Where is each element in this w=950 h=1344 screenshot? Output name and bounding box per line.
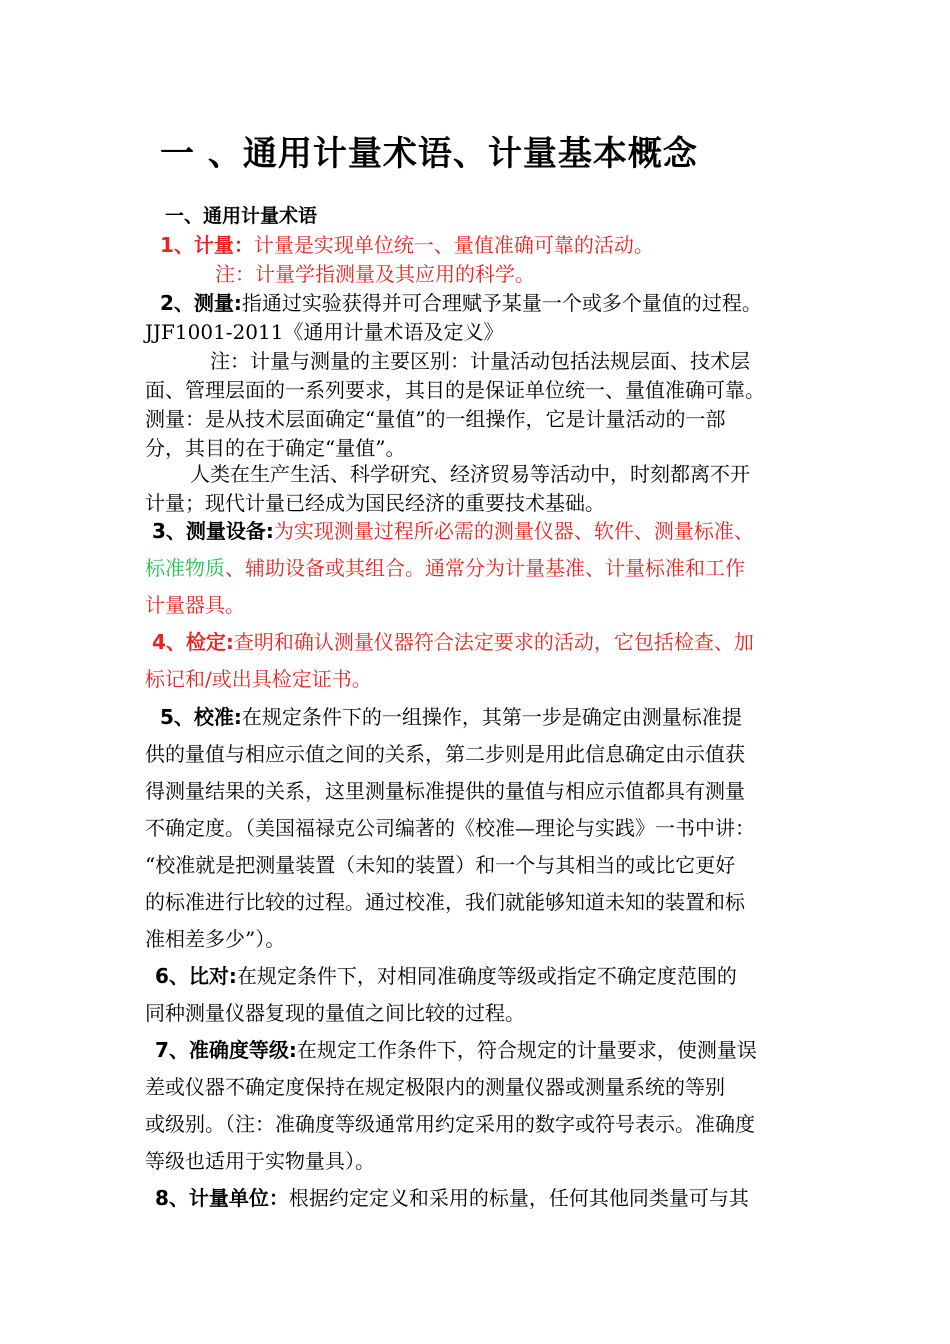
term-8-line (155, 1185, 749, 1211)
term-7-line (155, 1037, 757, 1063)
term-2-note-line: 面、管理层面的一系列要求，其目的是保证单位统一、量值准确可靠。 (145, 378, 765, 402)
paragraph-line: 人类在生产生活、科学研究、经济贸易等活动中，时刻都离不开 (190, 462, 750, 486)
paragraph-line: 计量；现代计量已经成为国民经济的重要技术基础。 (145, 491, 605, 515)
term-4-line: 标记和/或出具检定证书。 (145, 667, 372, 691)
term-6-line (155, 963, 737, 989)
term-3-definition: 为实现测量过程所必需的测量仪器、软件、测量标准、 (273, 519, 754, 543)
term-8-label: 8、计量单位： (155, 1186, 289, 1210)
term-1-line (160, 232, 654, 258)
term-5-definition: 在规定条件下的一组操作，其第一步是确定由测量标准提 (241, 705, 742, 729)
term-5-line: 准相差多少”）。 (145, 927, 286, 951)
term-1-label: 1、计量： (160, 233, 254, 257)
term-2-note-line: 分，其目的在于确定“量值”。 (145, 436, 406, 460)
term-2-line (160, 290, 762, 316)
term-3-line (145, 555, 745, 581)
term-4-line (152, 629, 754, 655)
term-6-definition: 在规定条件下，对相同准确度等级或指定不确定度范围的 (236, 964, 737, 988)
term-7-line: 或级别。（注：准确度等级通常用约定采用的数字或符号表示。准确度 (145, 1112, 755, 1136)
term-3-line: 计量器具。 (145, 593, 245, 617)
term-5-line: “校准就是把测量装置（未知的装置）和一个与其相当的或比它更好 (145, 853, 736, 877)
term-5-line: 不确定度。（美国福禄克公司编著的《校准—理论与实践》一书中讲： (145, 816, 755, 840)
term-3-red-text: 、辅助设备或其组合。通常分为计量基准、计量标准和工作 (225, 556, 745, 580)
term-2-label: 2、测量: (160, 291, 242, 315)
term-2-note-line: 注：计量与测量的主要区别：计量活动包括法规层面、技术层 (210, 349, 750, 373)
term-7-line: 差或仪器不确定度保持在规定极限内的测量仪器或测量系统的等别 (145, 1075, 725, 1099)
term-8-definition: 根据约定定义和采用的标量，任何其他同类量可与其 (288, 1186, 749, 1210)
term-5-label: 5、校准: (160, 705, 242, 729)
term-4-label: 4、检定: (152, 630, 234, 654)
section-heading: 一、通用计量术语 (165, 205, 318, 227)
term-1-definition: 计量是实现单位统一、量值准确可靠的活动。 (253, 233, 654, 257)
term-7-line: 等级也适用于实物量具）。 (145, 1149, 375, 1173)
term-6-label: 6、比对: (155, 964, 237, 988)
term-7-label: 7、准确度等级: (155, 1038, 297, 1062)
term-5-line: 供的量值与相应示值之间的关系，第二步则是用此信息确定由示值获 (145, 742, 745, 766)
term-5-line: 的标准进行比较的过程。通过校准，我们就能够知道未知的装置和标 (145, 890, 745, 914)
term-4-definition: 查明和确认测量仪器符合法定要求的活动，它包括检查、加 (233, 630, 754, 654)
term-5-line: 得测量结果的关系，这里测量标准提供的量值与相应示值都具有测量 (145, 779, 745, 803)
page-title: 一 、通用计量术语、计量基本概念 (160, 134, 698, 174)
term-6-line: 同种测量仪器复现的量值之间比较的过程。 (145, 1001, 525, 1025)
term-3-label: 3、测量设备: (152, 519, 274, 543)
term-7-definition: 在规定工作条件下，符合规定的计量要求，使测量误 (296, 1038, 757, 1062)
term-2-definition: 指通过实验获得并可合理赋予某量一个或多个量值的过程。 (241, 291, 762, 315)
term-3-line (152, 518, 754, 544)
term-5-line (160, 704, 742, 730)
term-1-note: 注：计量学指测量及其应用的科学。 (215, 262, 535, 286)
term-2-note-line: 测量：是从技术层面确定“量值”的一组操作，它是计量活动的一部 (145, 407, 726, 431)
term-3-green-text: 标准物质 (145, 556, 225, 580)
term-2-reference: JJF1001-2011《通用计量术语及定义》 (145, 320, 504, 344)
